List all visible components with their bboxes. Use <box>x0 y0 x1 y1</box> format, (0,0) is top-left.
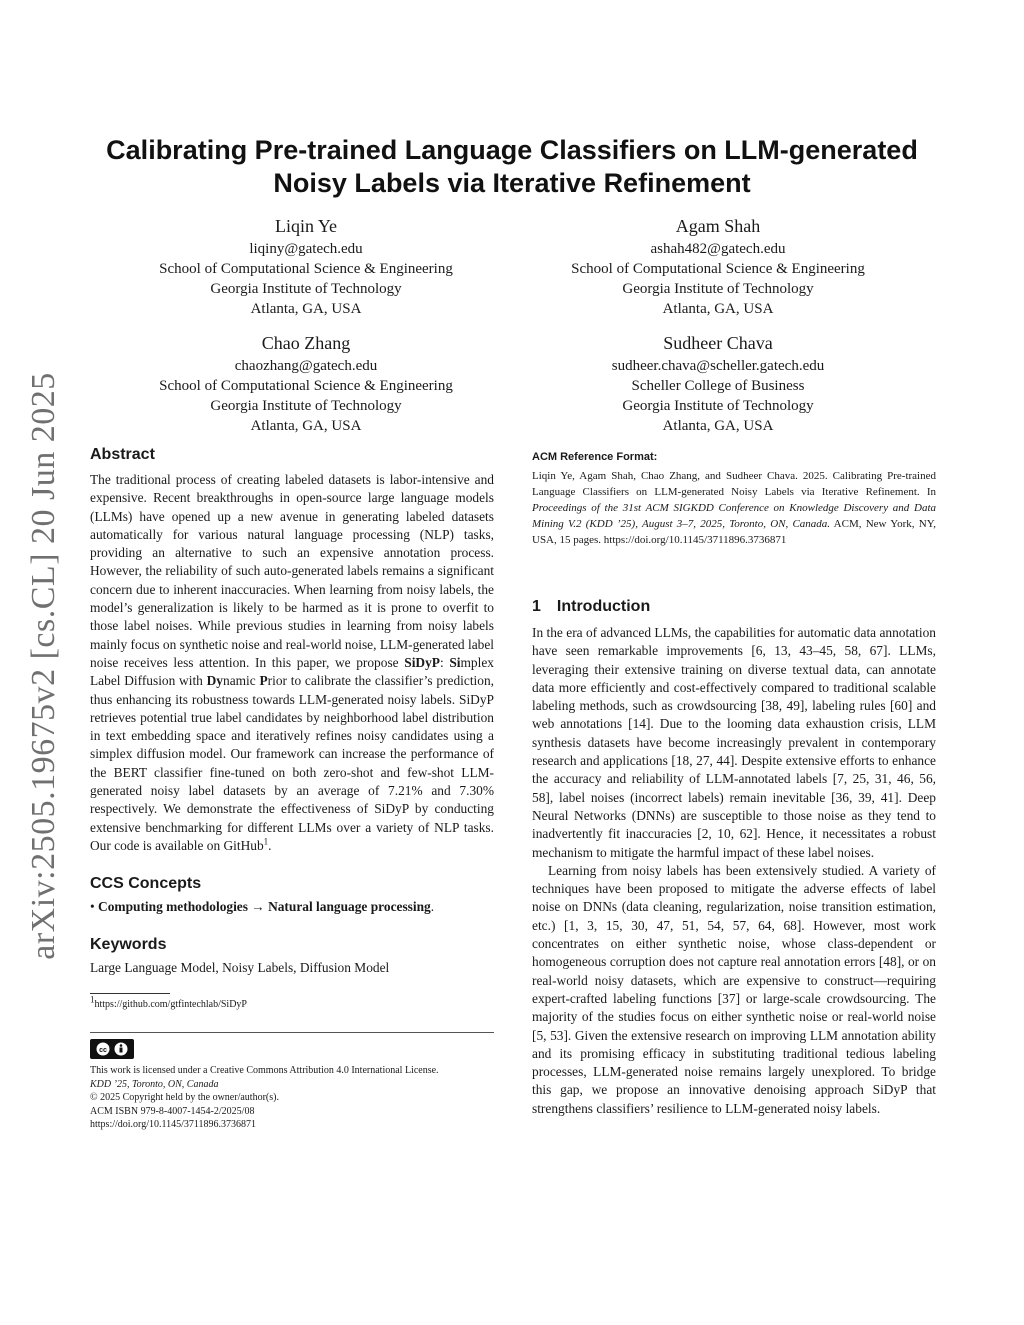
author-name: Chao Zhang <box>261 333 351 353</box>
creative-commons-by-icon <box>90 1039 134 1059</box>
author-email: chaozhang@gatech.edu <box>234 358 378 374</box>
title-line-1: Calibrating Pre-trained Language Classifiers on LLM-generated <box>106 135 918 165</box>
abstract-heading: Abstract <box>90 446 155 463</box>
introduction-paragraph: In the era of advanced LLMs, the capabilities for automatic data annotation have seen remarkable improvements [6, 13, 43–45, 58, 67]. LLMs, leveraging their extensive training on diverse textual data, can annotate data more efficiently and cost-effectively compared to traditional scalable labeling methods, such as crowdsourcing [38, 49], labeling rules [60] and web annotations [14]. Due to the looming data exhaustion crisis, LLM synthesis datasets have become increasingly prevalent in contemporary research and applications [18, 27, 44]. Despite extensive efforts to enhance the accuracy and reliability of LLM-annotated labels [7, 25, 31, 46, 56, 58], label noises (incorrect labels) remain inevitable [36, 39, 41]. Deep Neural Networks (DNNs) are susceptible to those noise as they tend to inadvertently fit inaccuracies [2, 10, 62]. Hence, it necessitates a robust mechanism to mitigate the harmful impact of these label noises. <box>532 625 936 860</box>
author-department: School of Computational Science & Engineering <box>159 378 453 394</box>
left-column <box>90 444 494 1132</box>
author-name: Agam Shah <box>675 216 761 236</box>
title-line-2: Noisy Labels via Iterative Refinement <box>273 168 751 198</box>
arxiv-identifier-text: arXiv:2505.19675v2 [cs.CL] 20 Jun 2025 <box>25 372 63 960</box>
author-block <box>96 214 516 319</box>
right-column <box>532 450 936 1118</box>
author-location: Atlanta, GA, USA <box>250 301 362 317</box>
author-institution: Georgia Institute of Technology <box>622 398 814 414</box>
author-block <box>96 331 516 436</box>
license-divider <box>90 1032 494 1033</box>
author-block <box>508 331 928 436</box>
footnote-divider <box>90 993 170 994</box>
author-department: School of Computational Science & Engineering <box>571 261 865 277</box>
doi-link[interactable]: https://doi.org/10.1145/3711896.3736871 <box>90 1119 257 1131</box>
author-block <box>508 214 928 319</box>
keywords-text: Large Language Model, Noisy Labels, Diffusion Model <box>90 960 390 976</box>
author-institution: Georgia Institute of Technology <box>210 281 402 297</box>
author-department: Scheller College of Business <box>631 378 805 394</box>
author-institution: Georgia Institute of Technology <box>210 398 402 414</box>
paper-title <box>60 134 964 200</box>
author-location: Atlanta, GA, USA <box>662 301 774 317</box>
abstract-text: The traditional process of creating labeled datasets is labor-intensive and expensive. Recent breakthroughs in open-source large language models (LLMs) have opened up a new avenue in generating labeled datasets automatically for various natural language processing (NLP) tasks, providing an alternative to such an expensive annotation process. However, the reliability of such auto-generated labels remains a significant concern due to inherent inaccuracies. When learning from noisy labels, the model’s generalization is likely to be harmed as it is prone to overfit to those label noises. While previous studies in learning from noisy labels mainly focus on synthetic noise and real-world noise, LLM-generated label noise receives less attention. In this paper, we propose SiDyP: Simplex Label Diffusion with Dynamic Prior to calibrate the classifier’s prediction, thus enhancing its robustness towards LLM-generated noisy labels. SiDyP retrieves potential true label candidates by neighborhood label distribution in text embedding space and iteratively refines noisy candidates using a simplex diffusion model. Our framework can increase the performance of the BERT classifier fine-tuned on both zero-shot and few-shot LLM-generated noisy label datasets by an average of 7.21% and 7.30% respectively. We demonstrate the effectiveness of SiDyP by conducting extensive benchmarking for different LLMs over a variety of NLP tasks. Our code is available on GitHub$^1$. <box>90 472 494 853</box>
ccs-concepts: • Computing methodologies → Natural language processing. <box>90 899 435 915</box>
copyright-line: © 2025 Copyright held by the owner/author(s). <box>90 1092 279 1104</box>
isbn-line: ACM ISBN 979-8-4007-1454-2/2025/08 <box>90 1105 255 1117</box>
introduction-paragraph: Learning from noisy labels has been extensively studied. A variety of techniques have been proposed to mitigate the adverse effects of label noise on DNNs (data cleaning, regularization, noise transition estimation, etc.) [1, 3, 15, 30, 47, 51, 54, 57, 64, 68]. However, most work concentrates on either synthetic noise, whose class-dependent or homogeneous corruption does not capture real annotation errors [48], or on real-world noisy datasets, which are expensive to construct—requiring expert-crafted labeling functions [37] or large-scale crowdsourcing. The majority of the studies focus on either synthetic noise or real-world noise [5, 53]. Given the extensive research on improving LLM annotation ability and its promising efficacy in substituting traditional tedious labeling processes, LLM-generated noise remains largely unexplored. To bridge this gap, we propose an innovative denoising approach SiDyP that strengthens classifiers’ resilience to LLM-generated noisy labels. <box>532 862 936 1116</box>
section-title: Introduction <box>556 598 651 615</box>
section-number: 1 <box>532 598 541 615</box>
author-name: Liqin Ye <box>274 216 337 236</box>
introduction-heading <box>532 596 936 618</box>
license-statement: This work is licensed under a Creative Commons Attribution 4.0 International License. <box>90 1065 439 1077</box>
arxiv-identifier <box>24 372 64 960</box>
method-name: SiDyP <box>404 654 440 670</box>
author-name: Sudheer Chava <box>663 333 773 353</box>
footnote-marker: 1 <box>263 836 269 847</box>
author-department: School of Computational Science & Engineering <box>159 261 453 277</box>
svg-text:cc: cc <box>99 1047 107 1055</box>
footnote: $^1$https://github.com/gtfintechlab/SiDyP <box>90 994 247 1011</box>
license-info <box>90 1064 494 1132</box>
acm-reference-label: ACM Reference Format: <box>532 451 658 463</box>
author-email: sudheer.chava@scheller.gatech.edu <box>611 358 825 374</box>
author-location: Atlanta, GA, USA <box>662 418 774 434</box>
author-location: Atlanta, GA, USA <box>250 418 362 434</box>
github-link[interactable]: https://github.com/gtfintechlab/SiDyP <box>94 999 247 1011</box>
ccs-heading: CCS Concepts <box>90 875 202 893</box>
keywords-heading: Keywords <box>90 936 167 954</box>
author-institution: Georgia Institute of Technology <box>622 281 814 297</box>
acm-reference-text: Liqin Ye, Agam Shah, Chao Zhang, and Sudheer Chava. 2025. Calibrating Pre-trained Language Classifiers on LLM-generated Noisy Labels via Iterative Refinement. In Proceedings of the 31st ACM SIGKDD Conference on Knowledge Discovery and Data Mining V.2 (KDD ’25), August 3–7, 2025, Toronto, ON, Canada. ACM, New York, NY, USA, 15 pages. https://doi.org/10.1145/3711896.3736871 <box>532 470 936 546</box>
author-email: liqiny@gatech.edu <box>249 241 363 257</box>
conference-venue: KDD ’25, Toronto, ON, Canada <box>90 1078 219 1090</box>
author-email: ashah482@gatech.edu <box>650 241 786 257</box>
